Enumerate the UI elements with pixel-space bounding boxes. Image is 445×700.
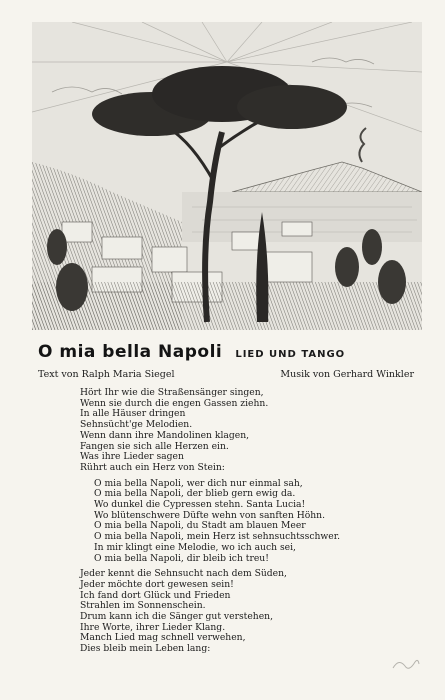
- lyric-line: O mia bella Napoli, du Stadt am blauen Meer: [94, 520, 306, 532]
- stanza-2: [80, 569, 420, 655]
- lyric-line: Ich fand dort Glück und Frieden: [80, 589, 231, 601]
- credits-row: [38, 369, 418, 383]
- lyric-line: O mia bella Napoli, der blieb gern ewig da.: [94, 488, 296, 500]
- lyric-line: O mia bella Napoli, dir bleib ich treu!: [94, 552, 269, 564]
- song-title: O mia bella Napoli: [38, 342, 223, 362]
- lyric-line: Jeder möchte dort gewesen sein!: [80, 578, 234, 590]
- lyric-line: Drum kann ich die Sänger gut verstehen,: [80, 611, 273, 623]
- lyric-line: Rührt auch ein Herz von Stein:: [80, 461, 225, 473]
- lyric-line: Jeder kennt die Sehnsucht nach dem Süden,: [80, 568, 287, 580]
- lyric-line: Was ihre Lieder sagen: [80, 451, 184, 463]
- refrain: [80, 479, 420, 565]
- lyric-line: Strahlen im Sonnenschein.: [80, 600, 206, 612]
- lyric-line: O mia bella Napoli, wer dich nur einmal sah,: [94, 477, 303, 489]
- lyric-line: Wo blütenschwere Düfte wehn von sanften Höhn.: [94, 509, 326, 521]
- lyric-line: In alle Häuser dringen: [80, 408, 186, 420]
- lyric-line: Wenn sie durch die engen Gassen ziehn.: [80, 397, 269, 409]
- song-subtitle: LIED UND TANGO: [235, 349, 346, 360]
- naples-illustration: [32, 22, 422, 330]
- lyric-line: Dies bleib mein Leben lang:: [80, 643, 211, 655]
- naples-bay-drawing: [32, 22, 422, 330]
- music-credit: Musik von Gerhard Winkler: [280, 369, 414, 380]
- lyric-line: O mia bella Napoli, mein Herz ist sehnsuchtsschwer.: [94, 531, 341, 543]
- lyric-line: Sehnsücht'ge Melodien.: [80, 419, 193, 431]
- lyric-line: Fangen sie sich alle Herzen ein.: [80, 440, 229, 452]
- title-row: [38, 342, 418, 366]
- lyric-line: In mir klingt eine Melodie, wo ich auch sei,: [94, 541, 296, 553]
- pencil-mark-icon: [391, 654, 421, 676]
- lyric-line: Manch Lied mag schnell verwehen,: [80, 632, 246, 644]
- text-credit: Text von Ralph Maria Siegel: [38, 369, 175, 380]
- lyric-line: Hört Ihr wie die Straßensänger singen,: [80, 387, 264, 398]
- stanza-1: [80, 388, 420, 474]
- lyric-line: Ihre Worte, ihrer Lieder Klang.: [80, 621, 226, 633]
- lyrics: [80, 388, 420, 655]
- lyric-line: Wenn dann ihre Mandolinen klagen,: [80, 429, 250, 441]
- lyric-line: Wo dunkel die Cypressen stehn. Santa Lucia!: [94, 499, 306, 511]
